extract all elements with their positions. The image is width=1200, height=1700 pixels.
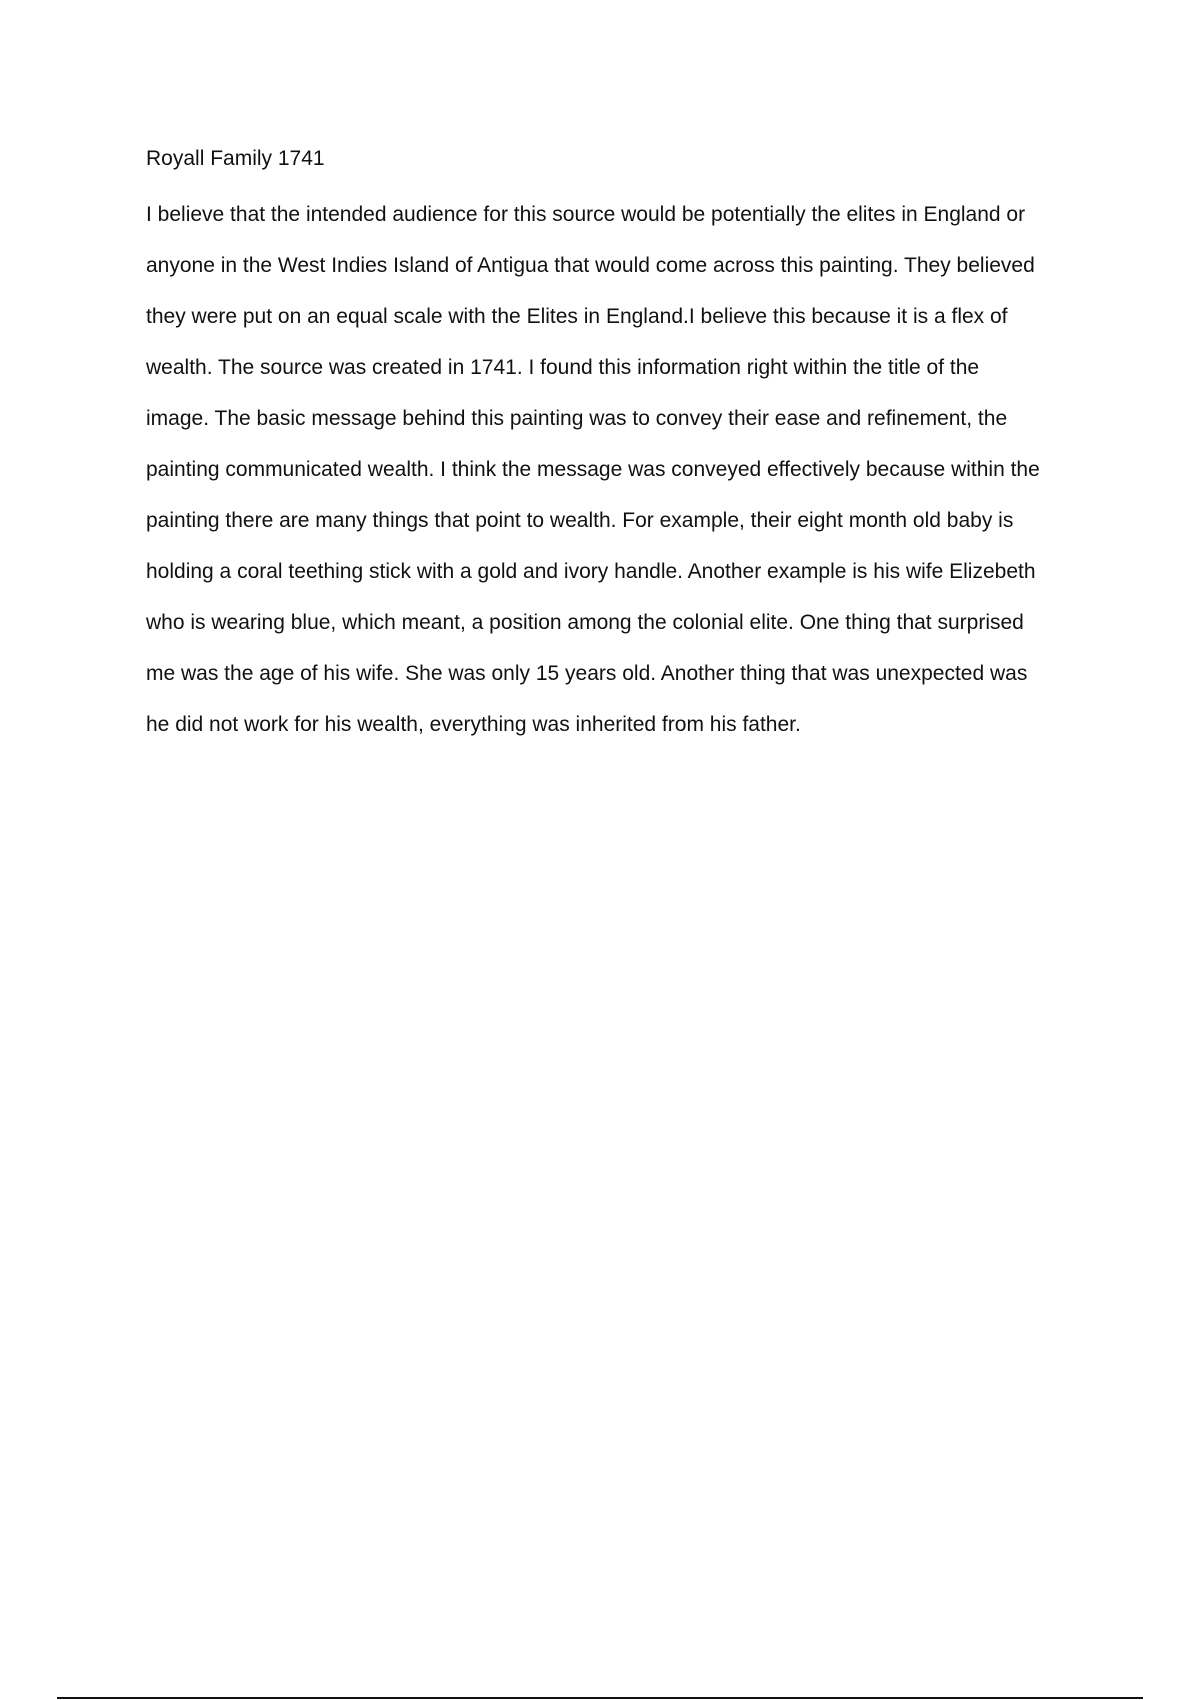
document-paragraph <box>146 189 1106 750</box>
paragraph-line-1: I believe that the intended audience for this source would be potentially the elites in England or <box>146 203 1026 226</box>
paragraph-line-11: he did not work for his wealth, everything was inherited from his father. <box>146 713 801 736</box>
page-bottom-rule <box>57 1697 1143 1699</box>
paragraph-line-5: image. The basic message behind this painting was to convey their ease and refinement, the <box>146 407 1008 430</box>
paragraph-line-10: me was the age of his wife. She was only 15 years old. Another thing that was unexpected was <box>146 662 1028 685</box>
paragraph-line-6: painting communicated wealth. I think the message was conveyed effectively because within the <box>146 458 1040 481</box>
document-title: Royall Family 1741 <box>146 147 325 170</box>
paragraph-line-4: wealth. The source was created in 1741. I found this information right within the title of the <box>146 356 980 379</box>
document-body <box>146 142 1106 750</box>
paragraph-line-3: they were put on an equal scale with the Elites in England.I believe this because it is a flex of <box>146 305 1008 328</box>
paragraph-line-7: painting there are many things that point to wealth. For example, their eight month old baby is <box>146 509 1014 532</box>
paragraph-line-9: who is wearing blue, which meant, a position among the colonial elite. One thing that surprised <box>146 611 1024 634</box>
paragraph-line-8: holding a coral teething stick with a gold and ivory handle. Another example is his wife Elizebeth <box>146 560 1036 583</box>
paragraph-line-2: anyone in the West Indies Island of Antigua that would come across this painting. They believed <box>146 254 1035 277</box>
